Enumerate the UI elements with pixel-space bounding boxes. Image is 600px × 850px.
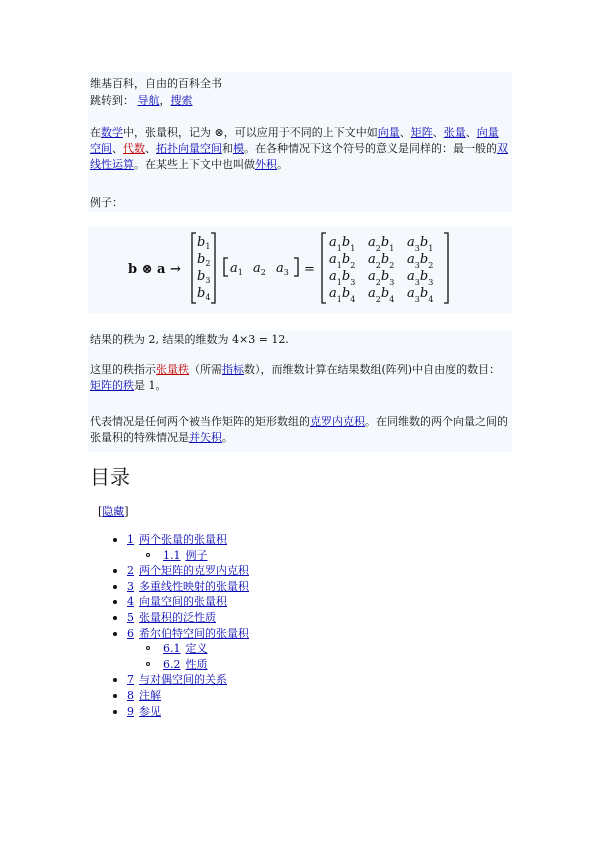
rank-text: 是 1。: [134, 379, 167, 392]
intro-text: 中，张量积，记为 ⊗，可以应用于不同的上下文中如: [123, 126, 378, 139]
intro-sep: 、: [399, 126, 411, 139]
toc-item: [0, 641, 249, 657]
toc-text: 注解: [139, 688, 161, 702]
toc-item: [0, 704, 249, 720]
toc-hide-link[interactable]: 隐藏: [102, 505, 125, 518]
toc-number: 3: [127, 579, 134, 593]
result-matrix-entry: $a_2b_4$: [368, 286, 395, 304]
kronecker-text: 。: [222, 431, 233, 444]
kronecker-paragraph: [90, 414, 508, 446]
link-algebra[interactable]: 代数: [123, 142, 145, 155]
jump-separator: ，: [159, 94, 171, 107]
link-bilinear[interactable]: 双线性运算: [90, 142, 508, 171]
link-tensor[interactable]: 张量: [443, 126, 466, 139]
link-vector-space[interactable]: 向量空间: [90, 126, 499, 155]
toc-title: 目录: [90, 465, 130, 489]
toc-number: 6.1: [163, 642, 181, 656]
a-vector-entry: $a_3$: [276, 261, 289, 277]
rank-text: 数），而维数计算在结果数组(阵列)中自由度的数目：: [244, 363, 501, 376]
result-matrix-entry: $a_1b_3$: [329, 269, 356, 287]
toc-text: 向量空间的张量积: [139, 595, 227, 609]
b-vector-entry: $b_3$: [197, 269, 211, 285]
link-kronecker[interactable]: 克罗内克积: [310, 415, 365, 428]
toc-text: 性质: [185, 657, 208, 671]
result-matrix-entry: $a_1b_4$: [329, 286, 356, 304]
b-vector-entry: $b_4$: [197, 286, 211, 302]
toc-bullet: [113, 710, 117, 714]
toc-text: 张量积的泛性质: [139, 610, 216, 624]
rank-statement: 结果的秩为 2, 结果的维数为 4×3 = 12.: [90, 333, 289, 346]
b-vector-entry: $b_2$: [197, 252, 211, 268]
intro-text: 。在某些上下文中也叫做: [134, 158, 255, 171]
toc-link[interactable]: [163, 549, 208, 562]
jump-to-line: [90, 93, 510, 109]
kronecker-text: 代表情况是任何两个被当作矩阵的矩形数组的: [90, 415, 310, 428]
toc-link[interactable]: [127, 580, 249, 593]
toc-bracket: [: [98, 505, 103, 518]
example-label: 例子：: [90, 196, 123, 209]
intro-sep: 、: [145, 142, 156, 155]
toc-link[interactable]: [127, 564, 249, 577]
tensor-product-formula: [128, 228, 468, 308]
intro-text: 在: [90, 126, 101, 139]
link-module[interactable]: 模: [233, 142, 244, 155]
toc-link[interactable]: [127, 595, 227, 608]
toc-text: 两个张量的张量积: [139, 533, 227, 546]
link-math[interactable]: 数学: [101, 126, 123, 139]
result-matrix-entry: $a_1b_1$: [329, 235, 356, 253]
toc-sub-bullet: [146, 553, 150, 557]
toc-text: 与对偶空间的关系: [139, 673, 227, 687]
toc-number: 6.2: [163, 657, 181, 671]
toc-link[interactable]: [163, 658, 208, 671]
intro-text: 。在各种情况下这个符号的意义是同样的：最一般的: [244, 142, 497, 155]
rank-explanation: [90, 362, 508, 394]
site-tagline: 维基百科，自由的百科全书: [90, 77, 222, 90]
toc-link[interactable]: [127, 533, 227, 546]
toc-number: 9: [127, 704, 134, 718]
toc-number: 6: [127, 626, 134, 640]
toc-link[interactable]: [127, 673, 227, 686]
toc-bullet: [113, 616, 117, 620]
link-dyadic[interactable]: 并矢积: [189, 431, 222, 444]
toc-bullet: [113, 538, 117, 542]
result-matrix-entry: $a_2b_2$: [368, 252, 395, 270]
rank-text: （所需: [189, 363, 222, 376]
formula-lhs: b ⊗ a →: [128, 262, 181, 277]
result-matrix-entry: $a_2b_1$: [368, 235, 395, 253]
toc-number: 1: [127, 533, 134, 546]
toc-text: 例子: [185, 548, 208, 562]
toc-number: 5: [127, 610, 134, 624]
toc-bullet: [113, 600, 117, 604]
b-vector-entry: $b_1$: [197, 235, 211, 251]
toc-hide-toggle: [98, 503, 129, 519]
toc-item: [0, 610, 249, 626]
intro-paragraph: [90, 125, 508, 173]
toc-item: [0, 548, 249, 564]
toc-link[interactable]: [127, 611, 216, 624]
rank-text: 这里的秩指示: [90, 363, 156, 376]
intro-text: 和: [222, 142, 233, 155]
toc-link[interactable]: [127, 627, 249, 640]
toc-item: [0, 672, 249, 688]
toc-bullet: [113, 585, 117, 589]
toc-text: 多重线性映射的张量积: [139, 579, 249, 593]
link-matrix-rank[interactable]: 矩阵的秩: [90, 379, 134, 392]
toc-bullet: [113, 694, 117, 698]
intro-sep: 、: [112, 142, 123, 155]
toc-number: 4: [127, 595, 134, 609]
jump-nav-link[interactable]: 导航: [137, 94, 160, 107]
toc-item: [0, 594, 249, 610]
toc-link[interactable]: [127, 689, 161, 702]
toc-item: [0, 579, 249, 595]
result-matrix-entry: $a_1b_2$: [329, 252, 356, 270]
toc-item: [0, 532, 249, 548]
result-matrix-entry: $a_3b_2$: [407, 252, 434, 270]
toc-bullet: [113, 632, 117, 636]
toc-text: 希尔伯特空间的张量积: [139, 626, 249, 640]
toc-link[interactable]: [163, 642, 208, 655]
link-tensor-rank[interactable]: 张量秩: [156, 363, 189, 376]
result-matrix-entry: $a_3b_4$: [407, 286, 434, 304]
result-matrix-entry: $a_3b_1$: [407, 235, 434, 253]
toc-sub-bullet: [146, 646, 150, 650]
a-vector-entry: $a_1$: [230, 261, 243, 277]
intro-text: 。: [277, 158, 288, 171]
toc-bullet: [113, 569, 117, 573]
link-index[interactable]: 指标: [222, 363, 244, 376]
toc-bracket: ]: [124, 505, 129, 518]
kronecker-text: 。在同维数的两个向量之间的张量积的特殊情况是: [90, 415, 508, 444]
jump-to-label: 跳转到：: [90, 94, 134, 107]
intro-sep: 、: [465, 126, 477, 139]
toc-text: 两个矩阵的克罗内克积: [139, 564, 249, 578]
toc-item: [0, 688, 249, 704]
link-outer-product[interactable]: 外积: [255, 158, 277, 171]
link-topological-vector-space[interactable]: 拓扑向量空间: [156, 142, 222, 155]
formula-equals: =: [304, 262, 315, 277]
toc-item: [0, 563, 249, 579]
result-matrix-entry: $a_3b_3$: [407, 269, 434, 287]
toc-item: [0, 657, 249, 673]
toc-number: 2: [127, 564, 134, 578]
toc-number: 8: [127, 688, 134, 702]
result-matrix-entry: $a_2b_3$: [368, 269, 395, 287]
toc-text: 参见: [139, 704, 161, 718]
toc-sub-bullet: [146, 662, 150, 666]
toc-number: 1.1: [163, 548, 181, 562]
toc-number: 7: [127, 673, 134, 687]
a-vector-entry: $a_2$: [253, 261, 266, 277]
link-vector[interactable]: 向量: [377, 126, 400, 139]
toc-link[interactable]: [127, 705, 161, 718]
link-matrix[interactable]: 矩阵: [410, 126, 433, 139]
toc-list: [0, 532, 249, 719]
toc-text: 定义: [185, 642, 208, 656]
jump-search-link[interactable]: 搜索: [170, 94, 193, 107]
toc-bullet: [113, 678, 117, 682]
toc-item: [0, 626, 249, 642]
intro-sep: 、: [432, 126, 444, 139]
